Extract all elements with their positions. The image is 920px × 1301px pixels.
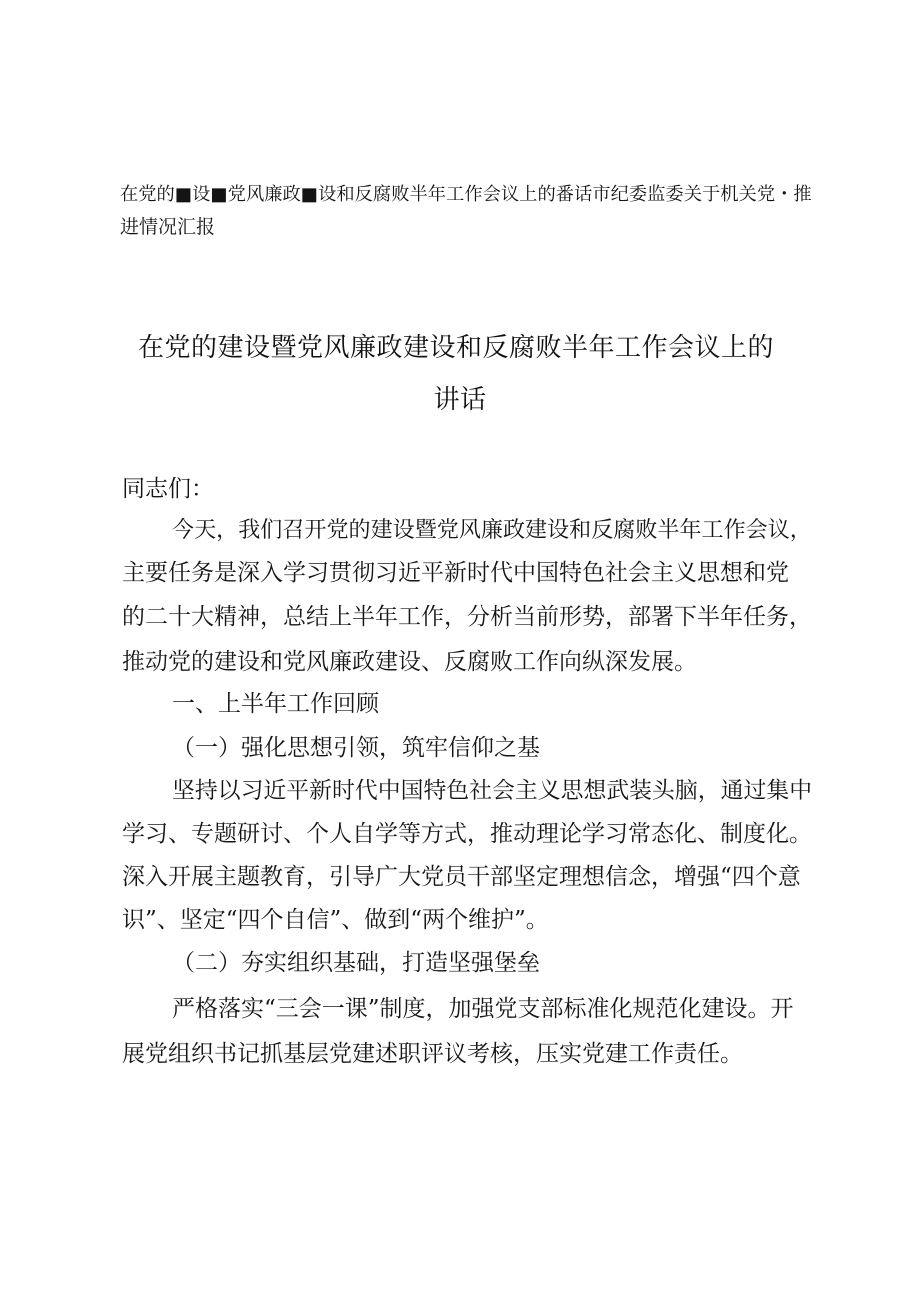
salutation: 同志们： (122, 476, 214, 502)
paragraph-line: 坚持以习近平新时代中国特色社会主义思想武装头脑，通过集中 (172, 778, 813, 804)
paragraph-line: 的二十大精神，总结上半年工作，分析当前形势，部署下半年任务， (122, 604, 812, 630)
paragraph-line: 学习、专题研讨、个人自学等方式，推动理论学习常态化、制度化。 (122, 821, 812, 847)
subsection-heading: （二）夯实组织基础，打造坚强堡垒 (172, 950, 540, 976)
paragraph-line: 展党组织书记抓基层党建述职评议考核，压实党建工作责任。 (122, 1041, 743, 1067)
paragraph-line: 深入开展主题教育，引导广大党员干部坚定理想信念，增强“四个意 (122, 864, 801, 890)
header-line-1: 在党的■设■党风廉政■设和反腐败半年工作会议上的番话市纪委监委关于机关党・推 (120, 184, 812, 205)
title-line-2: 讲话 (433, 385, 487, 415)
paragraph-line: 今天，我们召开党的建设暨党风廉政建设和反腐败半年工作会议， (172, 518, 812, 543)
section-heading: 一、上半年工作回顾 (172, 691, 379, 717)
paragraph-line: 严格落实“三会一课”制度，加强党支部标准化规范化建设。开 (172, 996, 794, 1022)
paragraph-line: 主要任务是深入学习贯彻习近平新时代中国特色社会主义思想和党 (122, 560, 789, 586)
header-line-2: 进情况汇报 (120, 216, 216, 238)
paragraph-line: 推动党的建设和党风廉政建设、反腐败工作向纵深发展。 (122, 649, 697, 675)
title-line-1: 在党的建设暨党风廉政建设和反腐败半年工作会议上的 (137, 333, 774, 363)
subsection-heading: （一）强化思想引领，筑牢信仰之基 (172, 735, 540, 761)
paragraph-line: 识”、坚定“四个自信”、做到“两个维护”。 (122, 907, 549, 933)
